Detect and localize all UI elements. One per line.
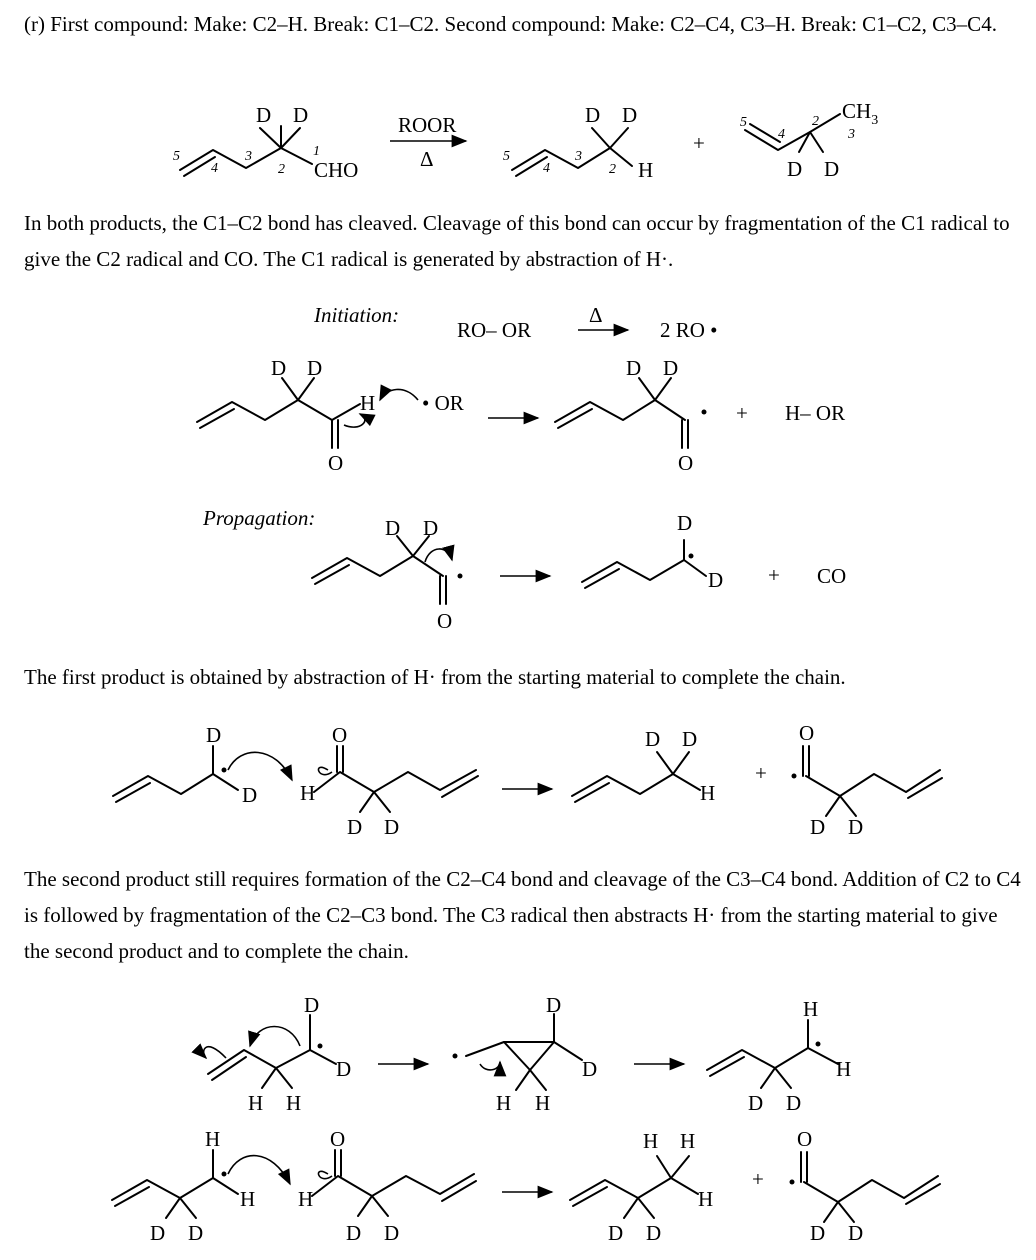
atom-D: D: [336, 1057, 352, 1081]
num-3: 3: [848, 127, 855, 142]
reagent-roor: ROOR: [398, 113, 457, 137]
atom-H: H: [836, 1057, 852, 1081]
atom-D: D: [622, 103, 638, 127]
atom-D: D: [824, 157, 840, 181]
plus-sign: +: [693, 131, 705, 155]
atom-D: D: [582, 1057, 598, 1081]
first-product-paragraph: The first product is obtained by abstraction of H· from the starting material to complete the chain.: [24, 665, 846, 689]
cleavage-paragraph: In both products, the C1–C2 bond has cleaved. Cleavage of this bond can occur by fragmentation of the C1 radical to give the C2 radical and CO. The C1 radical is generated by abstraction of H·.: [24, 211, 1010, 271]
atom-D: D: [748, 1091, 764, 1115]
radical-cyclization-start: [204, 993, 352, 1115]
second-product: [740, 99, 878, 181]
atom-H: H: [205, 1127, 221, 1151]
atom-O: O: [330, 1127, 346, 1151]
num-5: 5: [173, 149, 180, 164]
atom-H: H: [286, 1091, 302, 1115]
num-1: 1: [313, 144, 320, 159]
rearranged-radical: [707, 997, 851, 1115]
atom-CHO: CHO: [314, 158, 359, 182]
second-product-chain: [570, 1129, 713, 1245]
alkyl-radical: [582, 511, 723, 592]
num-5: 5: [503, 149, 510, 164]
num-2: 2: [609, 162, 616, 177]
atom-D: D: [585, 103, 601, 127]
atom-D: D: [810, 1221, 826, 1245]
carbon-monoxide: CO: [817, 564, 847, 588]
plus-sign: +: [736, 401, 748, 425]
atom-D: D: [810, 815, 826, 839]
atom-H: H: [248, 1091, 264, 1115]
atom-H: H: [535, 1091, 551, 1115]
atom-D: D: [256, 103, 272, 127]
atom-CH3: $CH_3$: [842, 99, 879, 128]
acyl-radical-regenerated: [792, 721, 943, 839]
atom-H: H: [643, 1129, 659, 1153]
atom-D: D: [677, 511, 693, 535]
atom-D: D: [304, 993, 320, 1017]
atom-D: D: [787, 157, 803, 181]
atom-D: D: [626, 356, 642, 380]
two-ro-radical: 2 RO •: [660, 318, 718, 342]
atom-D: D: [848, 1221, 864, 1245]
propagation-label: Propagation:: [203, 506, 316, 530]
reagent-ro-or: RO– OR: [457, 318, 532, 342]
num-4: 4: [211, 161, 218, 176]
atom-H: H: [698, 1187, 714, 1211]
cyclopropylcarbinyl-radical: [453, 993, 598, 1115]
num-2: 2: [812, 114, 819, 129]
atom-D: D: [293, 103, 309, 127]
atom-D: D: [646, 1221, 662, 1245]
first-product-chain: [572, 727, 715, 805]
atom-D: D: [384, 1221, 400, 1245]
plus-sign: +: [755, 761, 767, 785]
atom-O: O: [437, 609, 453, 633]
reagent-delta: Δ: [589, 303, 603, 327]
atom-D: D: [384, 815, 400, 839]
atom-O: O: [799, 721, 815, 745]
atom-D: D: [206, 723, 222, 747]
num-3: 3: [575, 149, 582, 164]
atom-D: D: [608, 1221, 624, 1245]
atom-D: D: [346, 1221, 362, 1245]
atom-H: H: [496, 1091, 512, 1115]
atom-H: H: [360, 391, 376, 415]
reagent-delta: Δ: [420, 147, 434, 171]
num-2: 2: [278, 162, 285, 177]
atom-D: D: [150, 1221, 166, 1245]
chain-step-first: [113, 723, 478, 839]
atom-H: H: [680, 1129, 696, 1153]
first-product: [503, 103, 653, 182]
intro-paragraph: (r) First compound: Make: C2–H. Break: C1–C2. Second compound: Make: C2–C4, C3–H. Break: C1–C2, C3–C4.: [24, 12, 997, 36]
atom-O: O: [332, 723, 348, 747]
atom-D: D: [786, 1091, 802, 1115]
initiation-label: Initiation:: [314, 303, 400, 327]
atom-O: O: [678, 451, 694, 475]
plus-sign: +: [752, 1167, 764, 1191]
atom-D: D: [682, 727, 698, 751]
reaction-arrow-roor: [390, 113, 466, 171]
acyl-radical-regenerated-2: [790, 1127, 941, 1245]
num-3: 3: [245, 149, 252, 164]
atom-O: O: [328, 451, 344, 475]
acyl-radical-propagation: [312, 516, 463, 633]
atom-H: H: [300, 781, 316, 805]
num-4: 4: [778, 127, 785, 142]
atom-O: O: [797, 1127, 813, 1151]
atom-D: D: [385, 516, 401, 540]
atom-D: D: [307, 356, 323, 380]
num-5: 5: [740, 115, 747, 130]
atom-D: D: [271, 356, 287, 380]
atom-H: H: [803, 997, 819, 1021]
radical-or: • OR: [422, 391, 464, 415]
h-or: H– OR: [785, 401, 846, 425]
atom-D: D: [645, 727, 661, 751]
starting-material: [173, 103, 358, 182]
atom-H: H: [298, 1187, 314, 1211]
atom-D: D: [188, 1221, 204, 1245]
atom-D: D: [708, 568, 724, 592]
atom-D: D: [347, 815, 363, 839]
atom-D: D: [242, 783, 258, 807]
aldehyde-initiation: [197, 356, 464, 475]
atom-H: H: [638, 158, 654, 182]
atom-H: H: [700, 781, 716, 805]
atom-D: D: [663, 356, 679, 380]
atom-D: D: [546, 993, 562, 1017]
atom-H: H: [240, 1187, 256, 1211]
second-product-paragraph: The second product still requires formation of the C2–C4 bond and cleavage of the C3–C4 bond. Addition of C2 to C4 is followed by fragmentation of the C2–C3 bond. The C3 radical then abstracts H· from the starting material to give the second product and to complete the chain.: [24, 867, 1021, 963]
chain-step-second: [112, 1127, 476, 1245]
num-4: 4: [543, 161, 550, 176]
atom-D: D: [423, 516, 439, 540]
atom-D: D: [848, 815, 864, 839]
plus-sign: +: [768, 563, 780, 587]
acyl-radical: [555, 356, 707, 475]
